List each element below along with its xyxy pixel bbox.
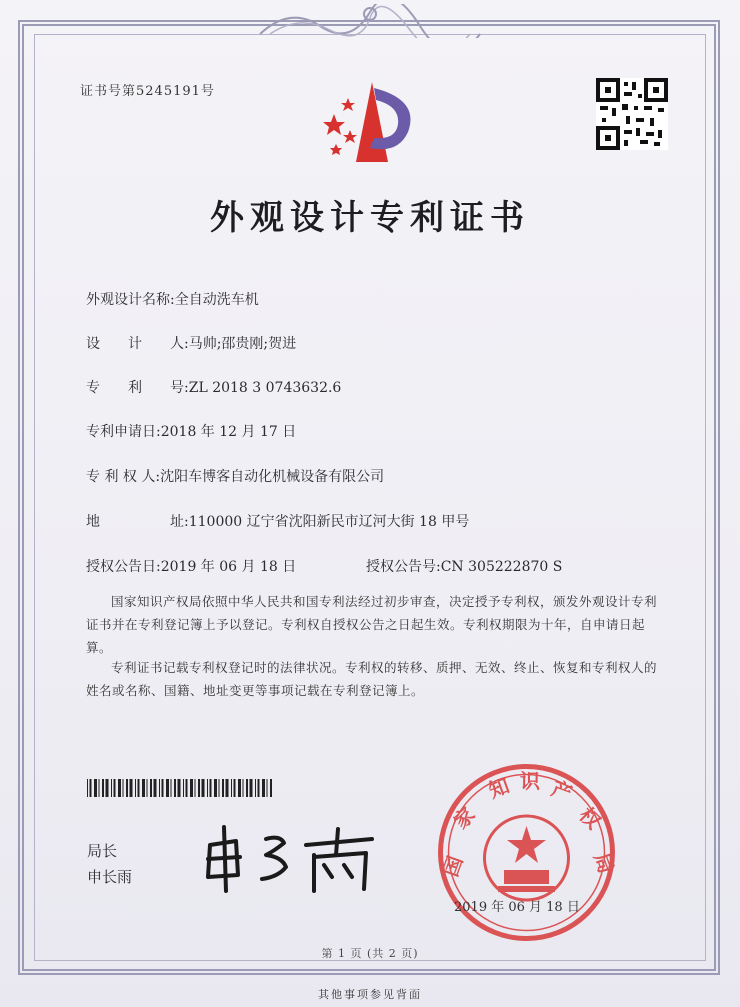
field-value: 2018 年 12 月 17 日 [160,424,297,440]
svg-text:产: 产 [548,776,576,806]
document-title: 外观设计专利证书 [210,198,530,238]
barcode-bar [102,779,104,797]
field-value: 沈阳车博客自动化机械设备有限公司 [160,469,385,485]
paragraph-legal-status: 专利证书记载专利权登记时的法律状况。专利权的转移、质押、无效、终止、恢复和专利权人的姓名或名称、国籍、地址变更等事项记载在专利登记簿上。 [86,660,658,698]
barcode-bar [226,779,229,797]
barcode-bar [159,779,160,797]
barcode-bar [183,779,184,797]
barcode-bar [154,779,157,797]
field-address [86,511,469,531]
barcode-bar [142,779,145,797]
field-value: 全自动洗车机 [174,292,259,308]
barcode-icon [87,779,273,797]
barcode-bar [90,779,92,797]
field-patent-number [86,377,341,397]
barcode-bar [126,779,128,797]
qr-code-icon [596,78,668,150]
barcode-bar [202,779,205,797]
barcode-bar [138,779,140,797]
barcode-bar [135,779,136,797]
page-number: 第 1 页 (共 2 页) [321,947,419,960]
signer-title: 局长 [87,842,118,860]
barcode-bar [219,779,220,797]
barcode-bar [234,779,236,797]
barcode-bar [258,779,260,797]
barcode-bar [214,779,217,797]
barcode-bar [250,779,253,797]
field-value: 马帅;邵贵刚;贺进 [188,336,297,352]
svg-text:家: 家 [448,802,480,834]
barcode-bar [114,779,116,797]
field-grant-date [86,556,296,576]
field-design-name [86,289,259,309]
barcode-bar [210,779,212,797]
field-application-date [86,421,296,441]
field-label: 设 计 人: [86,336,189,352]
svg-text:知: 知 [485,773,513,803]
barcode-bar [186,779,188,797]
barcode-bar [150,779,152,797]
barcode-bar [267,779,268,797]
barcode-bar [238,779,241,797]
barcode-bar [198,779,200,797]
top-ornament-icon [250,4,490,38]
field-value: 2019 年 06 月 18 日 [160,559,297,575]
field-label: 授权公告号: [366,559,441,575]
field-value: 110000 辽宁省沈阳新民市辽河大街 18 甲号 [188,514,470,530]
barcode-bar [231,779,232,797]
barcode-bar [99,779,100,797]
barcode-bar [178,779,181,797]
barcode-bar [262,779,265,797]
svg-text:局: 局 [589,849,619,877]
barcode-bar [195,779,196,797]
barcode-bar [118,779,121,797]
svg-text:识: 识 [520,769,540,793]
barcode-bar [171,779,172,797]
barcode-bar [222,779,224,797]
barcode-bar [94,779,97,797]
paragraph-grant: 国家知识产权局依照中华人民共和国专利法经过初步审查，决定授予专利权，颁发外观设计专利证书并在专利登记簿上予以登记。专利权自授权公告之日起生效。专利权期限为十年，自申请日起算。 [86,594,658,655]
barcode-bar [174,779,176,797]
barcode-bar [111,779,112,797]
official-seal-icon [434,760,619,945]
back-note: 其他事项参见背面 [318,988,422,1001]
field-label: 地 址: [86,514,189,530]
field-label: 专 利 号: [86,380,189,396]
barcode-bar [190,779,193,797]
barcode-bar [166,779,169,797]
field-value: CN 305222870 S [440,559,563,575]
signer-name: 申长雨 [87,868,133,886]
barcode-bar [207,779,208,797]
field-patentee [86,466,384,486]
barcode-bar [87,779,88,797]
barcode-bar [130,779,133,797]
field-label: 专利申请日: [86,424,161,440]
certificate-number: 证书号第5245191号 [80,84,215,99]
svg-text:权: 权 [574,802,606,834]
field-label: 授权公告日: [86,559,161,575]
barcode-bar [243,779,244,797]
field-designer [86,333,296,353]
barcode-bar [123,779,124,797]
svg-text:国: 国 [438,852,468,880]
field-grant-number [366,556,562,576]
field-label: 专 利 权 人: [86,469,161,485]
seal-date: 2019 年 06 月 18 日 [454,900,580,915]
barcode-bar [106,779,109,797]
handwritten-signature [196,815,376,895]
barcode-bar [162,779,164,797]
field-label: 外观设计名称: [86,292,175,308]
barcode-bar [255,779,256,797]
barcode-bar [270,779,272,797]
barcode-bar [147,779,148,797]
field-value: ZL 2018 3 0743632.6 [188,380,342,396]
patent-office-logo-icon [312,74,422,164]
barcode-bar [246,779,248,797]
